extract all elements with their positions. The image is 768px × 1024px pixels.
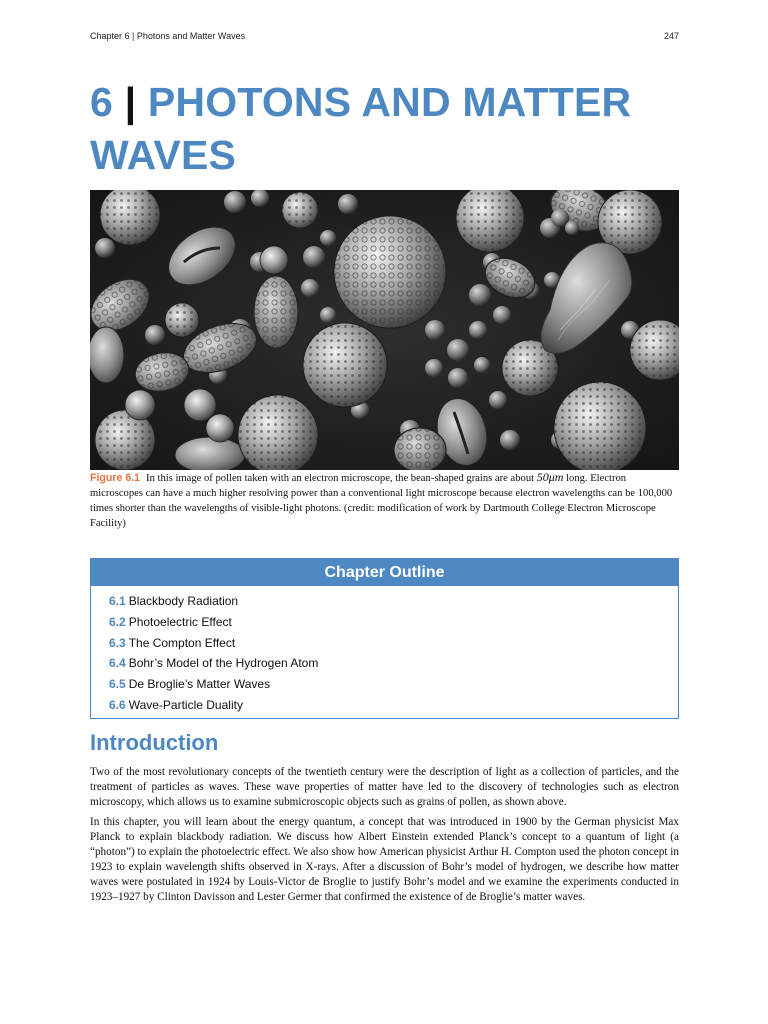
outline-item[interactable] [109,591,678,612]
chapter-number: 6 [90,79,114,125]
outline-item-text: Blackbody Radiation [128,594,239,608]
outline-item[interactable] [109,633,678,654]
outline-item-text: Wave-Particle Duality [128,697,243,712]
pollen-micrograph [90,190,679,470]
intro-paragraph-1: Two of the most revolutionary concepts of the twentieth century were the description of light as a collection of particles, and the treatment of particles as waves. These wave properties of matter have led to the discovery of technologies such as electron microscopy, which allows us to examine submicroscopic objects such as grains of pollen, as shown above. [90,766,679,808]
outline-item[interactable] [109,612,678,633]
outline-item-number: 6.2 [109,614,126,629]
outline-item-number: 6.1 [109,594,126,608]
outline-item-number: 6.6 [109,697,126,712]
chapter-title-line1: PHOTONS AND MATTER [147,79,632,125]
outline-item[interactable] [109,653,678,674]
outline-item[interactable] [109,695,678,716]
title-separator: | [124,79,137,125]
outline-item-text: Bohr’s Model of the Hydrogen Atom [128,656,319,671]
outline-item-text: The Compton Effect [128,635,236,650]
introduction-heading: Introduction [90,730,219,755]
running-header [90,31,679,41]
chapter-outline-heading: Chapter Outline [91,559,678,586]
page-number: 247 [663,31,679,41]
outline-item-number: 6.5 [109,677,126,692]
chapter-outline-box [90,558,679,719]
chapter-title [90,76,690,182]
running-title: Chapter 6 | Photons and Matter Waves [90,31,246,41]
outline-item-text: De Broglie’s Matter Waves [128,677,271,692]
figure-caption [90,470,679,531]
caption-text-start: In this image of pollen taken with an electron microscope, the bean-shaped grains are about [146,473,535,484]
outline-item-number: 6.3 [109,635,126,650]
outline-item-text: Photoelectric Effect [128,614,232,629]
chapter-outline-list [91,586,678,716]
chapter-title-line2: WAVES [90,132,237,178]
intro-paragraph-2: In this chapter, you will learn about the energy quantum, a concept that was introduced in 1900 by the German physicist Max Planck to explain blackbody radiation. We discuss how Albert Einstein extended Planck’s concept to a quantum of light (a “photon”) to explain the photoelectric effect. We also show how American physicist Arthur H. Compton used the photon concept in 1923 to explain wavelength shifts observed in X-rays. After a discussion of Bohr’s model of hydrogen, we describe how matter waves were postulated in 1924 by Louis-Victor de Broglie to justify Bohr’s model and we examine the experiments conducted in 1923–1927 by Clinton Davisson and Lester Germer that confirmed the existence of de Broglie’s matter waves. [90,816,679,903]
caption-text-end: long. Electron microscopes can have a much higher resolving power than a conventional light microscope because electron wavelengths can be 100,000 times shorter than the wavelengths of visible-light photons. (credit: modification of work by Dartmouth College Electron Microscope Facility) [90,473,673,529]
outline-item[interactable] [109,674,678,695]
outline-item-number: 6.4 [109,656,126,671]
caption-unit: 50μm [536,470,564,484]
figure-label: Figure 6.1 [90,472,141,484]
